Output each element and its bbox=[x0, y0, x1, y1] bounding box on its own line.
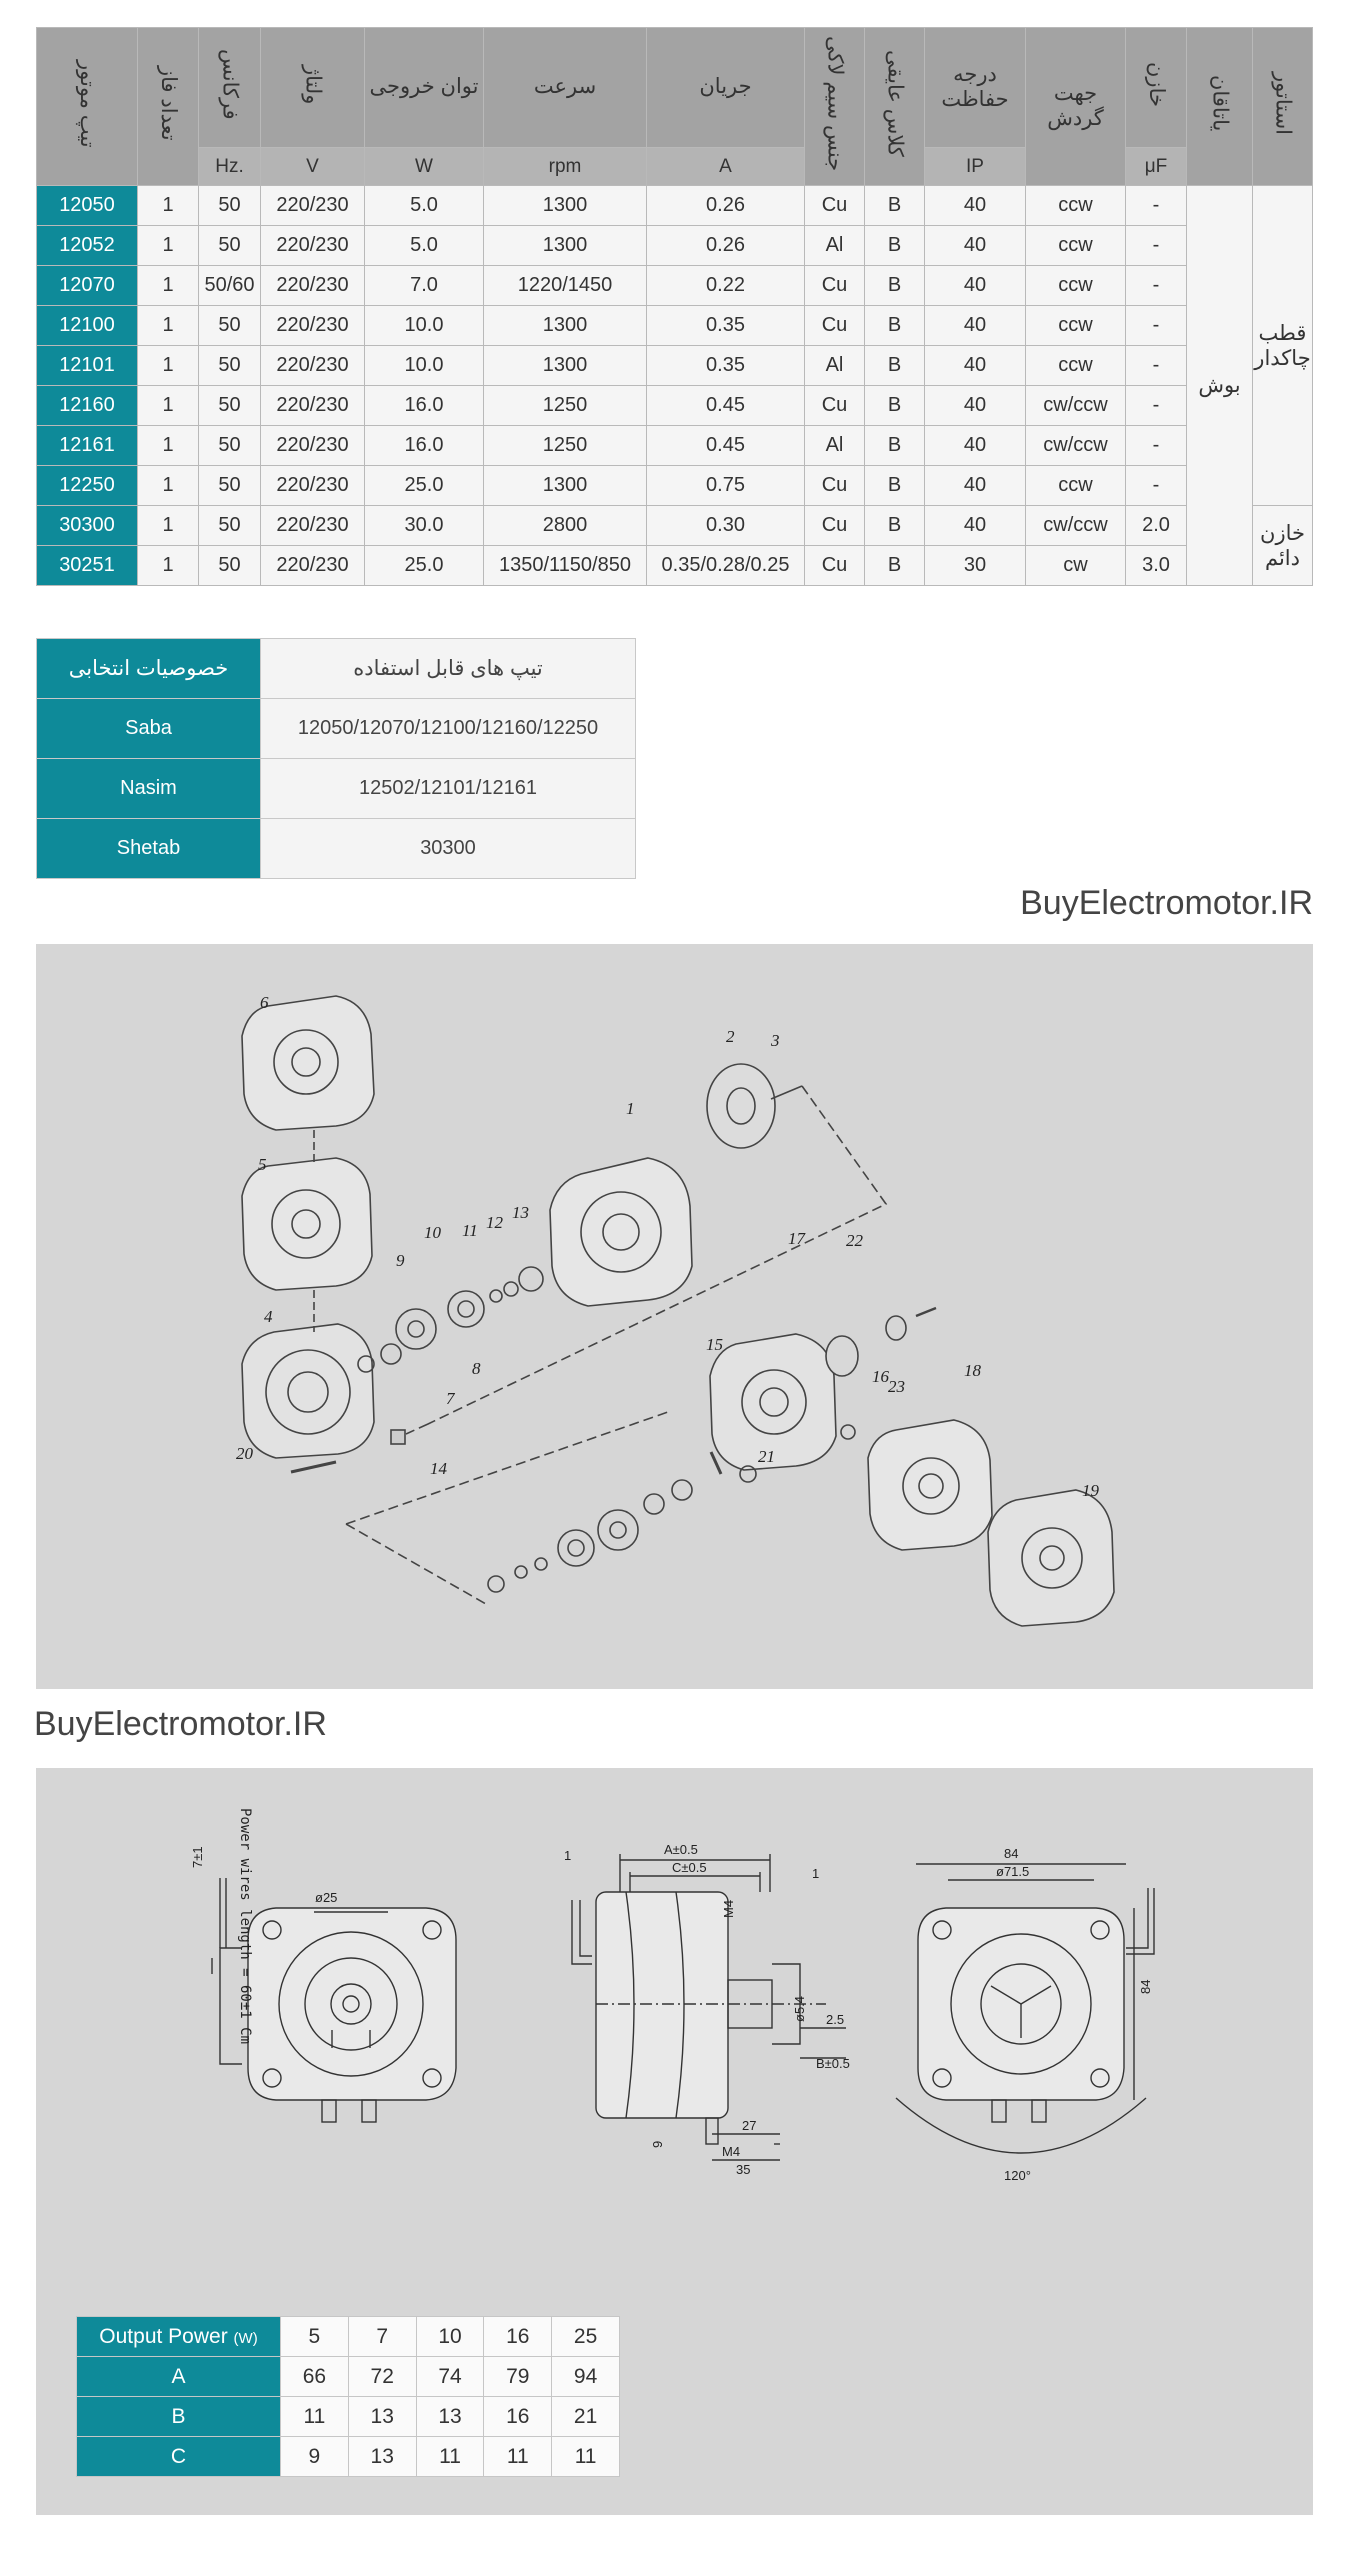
spec-cell-rot: ccw bbox=[1026, 226, 1126, 266]
spec-cell-speed: 1300 bbox=[484, 226, 647, 266]
compat-label: Shetab bbox=[37, 819, 261, 879]
spec-cell-current: 0.45 bbox=[647, 426, 805, 466]
dims-value: 11 bbox=[552, 2437, 620, 2477]
spec-cell-rot: ccw bbox=[1026, 266, 1126, 306]
spec-row bbox=[37, 386, 1313, 426]
exploded-view-drawing bbox=[36, 944, 1313, 1689]
unit-protection: IP bbox=[925, 148, 1026, 186]
spec-cell-volt: 220/230 bbox=[261, 186, 365, 226]
spec-cell-rot: ccw bbox=[1026, 306, 1126, 346]
spec-cell-power: 10.0 bbox=[365, 346, 484, 386]
header-rotation: جهت گردش bbox=[1026, 28, 1126, 186]
spec-cell-rot: cw/ccw bbox=[1026, 426, 1126, 466]
dim-eighty-four-vertical: 84 bbox=[1138, 1979, 1153, 1994]
dims-value: 9 bbox=[281, 2437, 349, 2477]
spec-cell-ip: 40 bbox=[925, 506, 1026, 546]
spec-cell-power: 16.0 bbox=[365, 386, 484, 426]
spec-cell-freq: 50/60 bbox=[199, 266, 261, 306]
bearing-cell: بوش bbox=[1187, 186, 1253, 586]
spec-cell-volt: 220/230 bbox=[261, 306, 365, 346]
spec-cell-ip: 40 bbox=[925, 426, 1026, 466]
spec-cell-freq: 50 bbox=[199, 466, 261, 506]
dims-value: 74 bbox=[416, 2357, 484, 2397]
dim-eighty-four: 84 bbox=[1004, 1846, 1019, 1861]
header-power: توان خروجی bbox=[365, 28, 484, 148]
spec-row bbox=[37, 506, 1313, 546]
spec-cell-wire: Cu bbox=[805, 266, 865, 306]
spec-cell-rot: ccw bbox=[1026, 466, 1126, 506]
stator-group-cell: خازن دائم bbox=[1253, 506, 1313, 586]
part-number-label: 12 bbox=[486, 1213, 503, 1232]
spec-cell-ip: 30 bbox=[925, 546, 1026, 586]
dims-value: 13 bbox=[348, 2437, 416, 2477]
spec-cell-ip: 40 bbox=[925, 346, 1026, 386]
dims-row-label: A bbox=[77, 2357, 281, 2397]
spec-cell-ip: 40 bbox=[925, 266, 1026, 306]
dims-row-label: C bbox=[77, 2437, 281, 2477]
spec-cell-rot: ccw bbox=[1026, 186, 1126, 226]
header-bearing: یاتاقان bbox=[1187, 28, 1253, 186]
dims-value: 11 bbox=[281, 2397, 349, 2437]
dims-value: 11 bbox=[416, 2437, 484, 2477]
spec-cell-cap: - bbox=[1126, 466, 1187, 506]
spec-cell-phase: 1 bbox=[138, 546, 199, 586]
dims-value: 66 bbox=[281, 2357, 349, 2397]
part-number-label: 14 bbox=[430, 1459, 447, 1478]
dims-value: 21 bbox=[552, 2397, 620, 2437]
spec-cell-phase: 1 bbox=[138, 506, 199, 546]
spec-row bbox=[37, 306, 1313, 346]
dim-seven: 7±1 bbox=[190, 1846, 205, 1868]
spec-cell-freq: 50 bbox=[199, 386, 261, 426]
spec-cell-type: 12100 bbox=[37, 306, 138, 346]
brand-watermark: BuyElectromotor.IR bbox=[1020, 884, 1313, 922]
compat-header-label: خصوصیات انتخابی bbox=[37, 639, 261, 699]
dims-power: 10 bbox=[416, 2317, 484, 2357]
part-number-label: 5 bbox=[258, 1155, 267, 1174]
dims-power: 7 bbox=[348, 2317, 416, 2357]
compat-label: Saba bbox=[37, 699, 261, 759]
spec-cell-speed: 1220/1450 bbox=[484, 266, 647, 306]
spec-cell-cap: - bbox=[1126, 226, 1187, 266]
dims-power: 25 bbox=[552, 2317, 620, 2357]
spec-cell-ins: B bbox=[865, 306, 925, 346]
spec-cell-phase: 1 bbox=[138, 386, 199, 426]
spec-cell-power: 25.0 bbox=[365, 546, 484, 586]
spec-cell-volt: 220/230 bbox=[261, 466, 365, 506]
dim-two-five: 2.5 bbox=[826, 2012, 845, 2027]
header-type: تیپ موتور bbox=[37, 28, 138, 186]
dims-row-label: B bbox=[77, 2397, 281, 2437]
spec-cell-wire: Cu bbox=[805, 306, 865, 346]
spec-cell-type: 12070 bbox=[37, 266, 138, 306]
spec-cell-freq: 50 bbox=[199, 426, 261, 466]
spec-cell-current: 0.35 bbox=[647, 306, 805, 346]
dims-value: 16 bbox=[484, 2397, 552, 2437]
part-number-label: 20 bbox=[236, 1444, 253, 1463]
dim-c: C±0.5 bbox=[672, 1860, 707, 1875]
dim-nine: 9 bbox=[650, 2140, 665, 2148]
dimensions-table bbox=[76, 2316, 620, 2477]
spec-cell-cap: - bbox=[1126, 346, 1187, 386]
spec-cell-ip: 40 bbox=[925, 306, 1026, 346]
dims-value: 72 bbox=[348, 2357, 416, 2397]
spec-cell-volt: 220/230 bbox=[261, 346, 365, 386]
spec-cell-ip: 40 bbox=[925, 386, 1026, 426]
part-number-label: 15 bbox=[706, 1335, 723, 1354]
spec-cell-wire: Cu bbox=[805, 546, 865, 586]
unit-speed: rpm bbox=[484, 148, 647, 186]
spec-cell-ins: B bbox=[865, 346, 925, 386]
spec-cell-phase: 1 bbox=[138, 306, 199, 346]
header-capacitor: خازن bbox=[1126, 28, 1187, 148]
spec-cell-phase: 1 bbox=[138, 186, 199, 226]
part-number-label: 1 bbox=[626, 1099, 635, 1118]
compat-label: Nasim bbox=[37, 759, 261, 819]
compat-value: 12502/12101/12161 bbox=[261, 759, 636, 819]
header-phase: تعداد فاز bbox=[138, 28, 199, 186]
part-number-label: 3 bbox=[771, 1031, 780, 1050]
dim-m4: M4 bbox=[721, 1899, 736, 1918]
header-current: جریان bbox=[647, 28, 805, 148]
spec-cell-freq: 50 bbox=[199, 306, 261, 346]
part-number-label: 4 bbox=[264, 1307, 273, 1326]
dim-shaft: ø5.4 bbox=[792, 1995, 807, 2022]
spec-cell-cap: - bbox=[1126, 426, 1187, 466]
spec-cell-type: 12161 bbox=[37, 426, 138, 466]
dims-value: 11 bbox=[484, 2437, 552, 2477]
spec-cell-speed: 1300 bbox=[484, 186, 647, 226]
dims-power: 5 bbox=[281, 2317, 349, 2357]
spec-cell-rot: cw bbox=[1026, 546, 1126, 586]
spec-cell-speed: 1250 bbox=[484, 426, 647, 466]
spec-cell-current: 0.22 bbox=[647, 266, 805, 306]
spec-cell-type: 12160 bbox=[37, 386, 138, 426]
spec-cell-ins: B bbox=[865, 186, 925, 226]
dim-a: A±0.5 bbox=[664, 1842, 698, 1857]
part-number-label: 7 bbox=[446, 1389, 455, 1408]
dims-header-label: Output Power (W) bbox=[77, 2317, 281, 2357]
spec-row bbox=[37, 426, 1313, 466]
spec-cell-type: 30251 bbox=[37, 546, 138, 586]
spec-cell-wire: Cu bbox=[805, 506, 865, 546]
spec-cell-wire: Cu bbox=[805, 466, 865, 506]
spec-cell-speed: 1350/1150/850 bbox=[484, 546, 647, 586]
spec-cell-speed: 2800 bbox=[484, 506, 647, 546]
dim-twenty-seven: 27 bbox=[742, 2118, 757, 2133]
dims-value: 13 bbox=[348, 2397, 416, 2437]
spec-cell-type: 12050 bbox=[37, 186, 138, 226]
dim-d715: ø71.5 bbox=[996, 1864, 1030, 1879]
spec-cell-phase: 1 bbox=[138, 266, 199, 306]
dims-value: 13 bbox=[416, 2397, 484, 2437]
spec-cell-type: 30300 bbox=[37, 506, 138, 546]
part-number-label: 16 bbox=[872, 1367, 889, 1386]
spec-cell-wire: Al bbox=[805, 226, 865, 266]
spec-cell-speed: 1300 bbox=[484, 346, 647, 386]
part-number-label: 10 bbox=[424, 1223, 441, 1242]
spec-cell-ins: B bbox=[865, 426, 925, 466]
spec-cell-wire: Cu bbox=[805, 386, 865, 426]
spec-cell-ins: B bbox=[865, 466, 925, 506]
spec-cell-cap: - bbox=[1126, 186, 1187, 226]
part-number-label: 6 bbox=[260, 993, 269, 1012]
spec-cell-current: 0.45 bbox=[647, 386, 805, 426]
header-frequency: فرکانس bbox=[199, 28, 261, 148]
spec-cell-current: 0.75 bbox=[647, 466, 805, 506]
spec-cell-power: 7.0 bbox=[365, 266, 484, 306]
compat-value: 30300 bbox=[261, 819, 636, 879]
compat-header-value: تیپ های قابل استفاده bbox=[261, 639, 636, 699]
spec-cell-freq: 50 bbox=[199, 186, 261, 226]
spec-cell-ins: B bbox=[865, 226, 925, 266]
spec-row bbox=[37, 346, 1313, 386]
spec-cell-phase: 1 bbox=[138, 466, 199, 506]
part-number-label: 22 bbox=[846, 1231, 863, 1250]
spec-cell-phase: 1 bbox=[138, 226, 199, 266]
spec-cell-phase: 1 bbox=[138, 426, 199, 466]
header-stator: استاتور bbox=[1253, 28, 1313, 186]
spec-cell-current: 0.35 bbox=[647, 346, 805, 386]
header-wire: جنس سیم لاکی bbox=[805, 28, 865, 186]
spec-cell-power: 30.0 bbox=[365, 506, 484, 546]
spec-cell-rot: cw/ccw bbox=[1026, 506, 1126, 546]
spec-cell-rot: ccw bbox=[1026, 346, 1126, 386]
spec-cell-power: 5.0 bbox=[365, 226, 484, 266]
spec-cell-cap: 3.0 bbox=[1126, 546, 1187, 586]
spec-cell-wire: Cu bbox=[805, 186, 865, 226]
spec-cell-power: 5.0 bbox=[365, 186, 484, 226]
stator-group-cell: قطب چاکدار bbox=[1253, 186, 1313, 506]
part-number-label: 8 bbox=[472, 1359, 481, 1378]
spec-cell-type: 12250 bbox=[37, 466, 138, 506]
spec-row bbox=[37, 466, 1313, 506]
dim-angle: 120° bbox=[1004, 2168, 1031, 2183]
spec-cell-freq: 50 bbox=[199, 226, 261, 266]
dim-thirty-five: 35 bbox=[736, 2162, 751, 2177]
spec-cell-ins: B bbox=[865, 266, 925, 306]
motor-spec-table bbox=[36, 27, 1313, 586]
unit-voltage: V bbox=[261, 148, 365, 186]
spec-cell-type: 12052 bbox=[37, 226, 138, 266]
part-number-label: 23 bbox=[888, 1377, 905, 1396]
part-number-label: 13 bbox=[512, 1203, 529, 1222]
dim-b: B±0.5 bbox=[816, 2056, 850, 2071]
unit-capacitor: μF bbox=[1126, 148, 1187, 186]
spec-cell-phase: 1 bbox=[138, 346, 199, 386]
compatible-types-table bbox=[36, 638, 636, 879]
compat-value: 12050/12070/12100/12160/12250 bbox=[261, 699, 636, 759]
header-protection: درجه حفاظت bbox=[925, 28, 1026, 148]
spec-cell-power: 16.0 bbox=[365, 426, 484, 466]
spec-cell-volt: 220/230 bbox=[261, 386, 365, 426]
exploded-view-panel bbox=[36, 944, 1313, 1689]
spec-cell-ins: B bbox=[865, 546, 925, 586]
spec-cell-speed: 1300 bbox=[484, 466, 647, 506]
unit-current: A bbox=[647, 148, 805, 186]
dim-d25: ø25 bbox=[315, 1890, 338, 1905]
spec-row bbox=[37, 546, 1313, 586]
spec-cell-ip: 40 bbox=[925, 186, 1026, 226]
spec-cell-cap: - bbox=[1126, 386, 1187, 426]
part-number-label: 17 bbox=[788, 1229, 805, 1248]
spec-cell-ip: 40 bbox=[925, 466, 1026, 506]
part-number-label: 11 bbox=[462, 1221, 478, 1240]
header-speed: سرعت bbox=[484, 28, 647, 148]
spec-cell-power: 25.0 bbox=[365, 466, 484, 506]
spec-cell-wire: Al bbox=[805, 426, 865, 466]
spec-row bbox=[37, 186, 1313, 226]
unit-power: W bbox=[365, 148, 484, 186]
spec-cell-rot: cw/ccw bbox=[1026, 386, 1126, 426]
spec-cell-freq: 50 bbox=[199, 506, 261, 546]
spec-cell-volt: 220/230 bbox=[261, 506, 365, 546]
spec-cell-power: 10.0 bbox=[365, 306, 484, 346]
unit-frequency: Hz. bbox=[199, 148, 261, 186]
spec-cell-volt: 220/230 bbox=[261, 266, 365, 306]
spec-cell-cap: - bbox=[1126, 306, 1187, 346]
spec-cell-freq: 50 bbox=[199, 346, 261, 386]
spec-cell-current: 0.30 bbox=[647, 506, 805, 546]
header-insulation: کلاس عایقی bbox=[865, 28, 925, 186]
spec-row bbox=[37, 266, 1313, 306]
spec-cell-volt: 220/230 bbox=[261, 546, 365, 586]
part-number-label: 9 bbox=[396, 1251, 405, 1270]
dims-value: 94 bbox=[552, 2357, 620, 2397]
spec-cell-cap: 2.0 bbox=[1126, 506, 1187, 546]
dims-value: 79 bbox=[484, 2357, 552, 2397]
spec-cell-volt: 220/230 bbox=[261, 226, 365, 266]
spec-cell-current: 0.26 bbox=[647, 226, 805, 266]
wire-length-note: Power wires length = 60±1 Cm bbox=[237, 1808, 253, 2045]
brand-watermark: BuyElectromotor.IR bbox=[34, 1705, 327, 1743]
header-voltage: ولتاژ bbox=[261, 28, 365, 148]
spec-cell-speed: 1300 bbox=[484, 306, 647, 346]
spec-cell-cap: - bbox=[1126, 266, 1187, 306]
spec-cell-type: 12101 bbox=[37, 346, 138, 386]
dim-one-right: 1 bbox=[812, 1866, 820, 1881]
spec-cell-ins: B bbox=[865, 506, 925, 546]
spec-cell-wire: Al bbox=[805, 346, 865, 386]
dims-power: 16 bbox=[484, 2317, 552, 2357]
spec-cell-freq: 50 bbox=[199, 546, 261, 586]
dim-one: 1 bbox=[564, 1848, 572, 1863]
spec-cell-ins: B bbox=[865, 386, 925, 426]
part-number-label: 2 bbox=[726, 1027, 735, 1046]
part-number-label: 19 bbox=[1082, 1481, 1099, 1500]
part-number-label: 18 bbox=[964, 1361, 981, 1380]
spec-cell-current: 0.35/0.28/0.25 bbox=[647, 546, 805, 586]
spec-cell-ip: 40 bbox=[925, 226, 1026, 266]
spec-cell-volt: 220/230 bbox=[261, 426, 365, 466]
spec-cell-speed: 1250 bbox=[484, 386, 647, 426]
spec-cell-current: 0.26 bbox=[647, 186, 805, 226]
spec-row bbox=[37, 226, 1313, 266]
part-number-label: 21 bbox=[758, 1447, 775, 1466]
dim-m4-bottom: M4 bbox=[722, 2144, 741, 2159]
